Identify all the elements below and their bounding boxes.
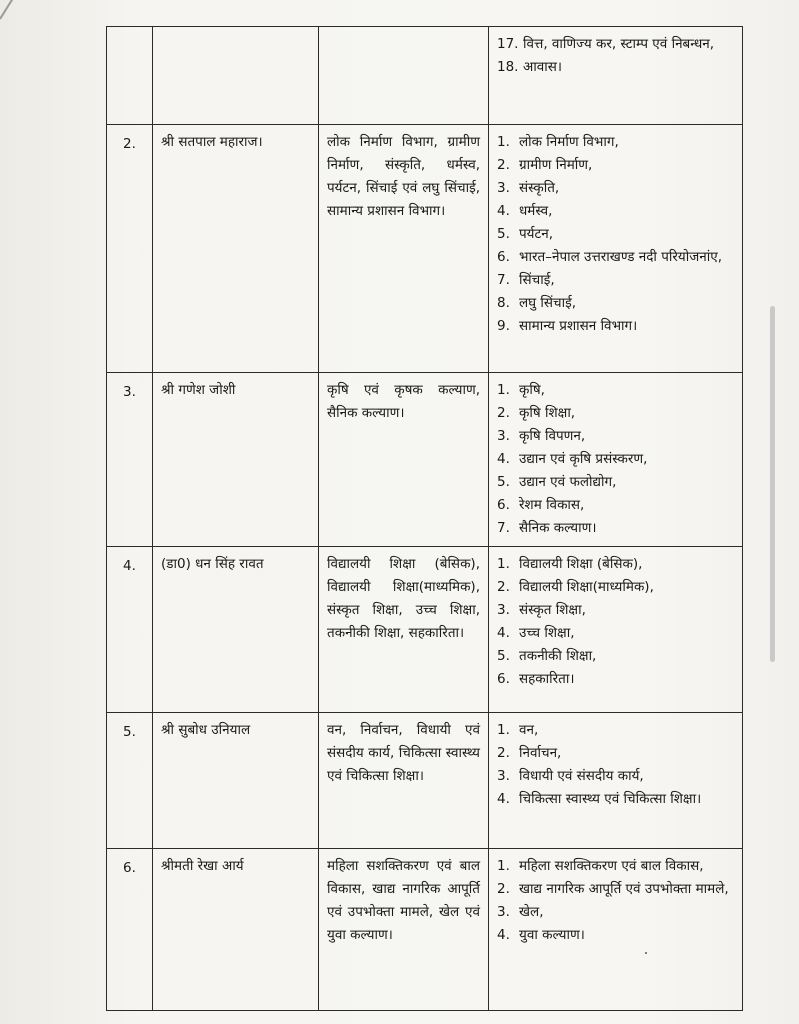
list-item — [497, 878, 734, 901]
list-item — [497, 553, 734, 576]
list-item — [497, 425, 734, 448]
serial-number — [115, 33, 144, 35]
list-item — [497, 177, 734, 200]
list-item-number: 7. — [497, 520, 510, 536]
list-item — [497, 223, 734, 246]
department-list-cell — [489, 125, 743, 373]
portfolio-summary: महिला सशक्तिकरण एवं बाल विकास, खाद्य नागरिक आपूर्ति एवं उपभोक्ता मामले, खेल एवं युवा कल्याण। — [327, 858, 480, 943]
minister-name-cell — [153, 713, 319, 849]
department-list — [497, 855, 734, 947]
list-item — [497, 154, 734, 177]
list-item — [497, 269, 734, 292]
list-item-number: 3. — [497, 428, 510, 444]
portfolio-summary-cell — [319, 373, 489, 547]
serial-number: 3. — [123, 384, 136, 400]
serial-cell — [107, 849, 153, 1011]
list-item-number: 4. — [497, 791, 510, 807]
serial-number: 5. — [123, 724, 136, 740]
list-item-text: विद्यालयी शिक्षा(माध्यमिक), — [519, 579, 654, 595]
table-body — [107, 27, 743, 1011]
table-row — [107, 125, 743, 373]
minister-name: श्री सतपाल महाराज। — [161, 134, 263, 150]
list-item-text: तकनीकी शिक्षा, — [519, 648, 597, 664]
minister-name-cell — [153, 849, 319, 1011]
list-item-number: 4. — [497, 927, 510, 943]
table-row — [107, 373, 743, 547]
serial-cell — [107, 27, 153, 125]
list-item-number: 3. — [497, 180, 510, 196]
list-item — [497, 200, 734, 223]
list-item-number: 4. — [497, 451, 510, 467]
list-item — [497, 924, 734, 947]
list-item-text: भारत–नेपाल उत्तराखण्ड नदी परियोजनांए, — [519, 249, 722, 265]
list-item-number: 1. — [497, 382, 510, 398]
list-item-number: 8. — [497, 295, 510, 311]
list-item-text: रेशम विकास, — [519, 497, 585, 513]
list-item — [497, 379, 734, 402]
list-item — [497, 292, 734, 315]
list-item-number: 4. — [497, 203, 510, 219]
list-item-number: 1. — [497, 134, 510, 150]
minister-name-cell — [153, 125, 319, 373]
serial-number: 6. — [123, 860, 136, 876]
list-item-text: विधायी एवं संसदीय कार्य, — [519, 768, 644, 784]
minister-name-cell — [153, 27, 319, 125]
portfolio-summary-cell — [319, 125, 489, 373]
list-item-text: उद्यान एवं कृषि प्रसंस्करण, — [519, 451, 648, 467]
list-item — [497, 246, 734, 269]
serial-number: 4. — [123, 558, 136, 574]
list-item-text: विद्यालयी शिक्षा (बेसिक), — [519, 556, 643, 572]
portfolio-summary-cell — [319, 547, 489, 713]
serial-cell — [107, 125, 153, 373]
list-item-text: सिंचाई, — [519, 272, 555, 288]
portfolio-summary: विद्यालयी शिक्षा (बेसिक), विद्यालयी शिक्षा(माध्यमिक), संस्कृत शिक्षा, उच्च शिक्षा, तकनीकी शिक्षा, सहकारिता। — [327, 556, 480, 641]
serial-cell — [107, 547, 153, 713]
list-item — [497, 576, 734, 599]
department-list-cell — [489, 27, 743, 125]
list-item-text: सैनिक कल्याण। — [519, 520, 597, 536]
list-item-number: 5. — [497, 226, 510, 242]
list-item-text: निर्वाचन, — [519, 745, 562, 761]
list-item-number: 6. — [497, 497, 510, 513]
list-item-text: वित्त, वाणिज्य कर, स्टाम्प एवं निबन्धन, — [523, 36, 715, 52]
table-row — [107, 27, 743, 125]
list-item-number: 2. — [497, 405, 510, 421]
minister-name: श्री सुबोध उनियाल — [161, 722, 251, 738]
list-item — [497, 494, 734, 517]
list-item-text: ग्रामीण निर्माण, — [519, 157, 593, 173]
portfolio-summary-cell — [319, 27, 489, 125]
page-edge-line — [0, 0, 23, 20]
list-item-text: उद्यान एवं फलोद्योग, — [519, 474, 617, 490]
list-item-number: 2. — [497, 745, 510, 761]
list-item — [497, 402, 734, 425]
list-item-text: सहकारिता। — [519, 671, 575, 687]
list-item — [497, 788, 734, 811]
department-list-cell — [489, 373, 743, 547]
table-row — [107, 547, 743, 713]
ink-dot — [645, 952, 647, 954]
list-item-text: आवास। — [523, 59, 563, 75]
department-list-cell — [489, 713, 743, 849]
list-item-number: 3. — [497, 602, 510, 618]
list-item-text: लघु सिंचाई, — [519, 295, 577, 311]
list-item-number: 5. — [497, 474, 510, 490]
portfolio-summary: लोक निर्माण विभाग, ग्रामीण निर्माण, संस्कृति, धर्मस्व, पर्यटन, सिंचाई एवं लघु सिंचाई, सामान्य प्रशासन विभाग। — [327, 134, 480, 219]
list-item-number: 1. — [497, 858, 510, 874]
department-list — [497, 131, 734, 338]
department-list — [497, 719, 734, 811]
portfolio-summary: वन, निर्वाचन, विधायी एवं संसदीय कार्य, चिकित्सा स्वास्थ्य एवं चिकित्सा शिक्षा। — [327, 722, 480, 784]
list-item — [497, 517, 734, 540]
list-item — [497, 901, 734, 924]
list-item-text: खाद्य नागरिक आपूर्ति एवं उपभोक्ता मामले, — [519, 881, 729, 897]
minister-name-cell — [153, 373, 319, 547]
list-item-number: 2. — [497, 579, 510, 595]
list-item — [497, 448, 734, 471]
portfolio-summary-cell — [319, 713, 489, 849]
serial-cell — [107, 713, 153, 849]
list-item — [497, 719, 734, 742]
list-item-text: वन, — [519, 722, 539, 738]
minister-name: श्रीमती रेखा आर्य — [161, 858, 244, 874]
list-item-text: संस्कृति, — [519, 180, 560, 196]
list-item-number: 4. — [497, 625, 510, 641]
list-item — [497, 855, 734, 878]
list-item-number: 1. — [497, 556, 510, 572]
list-item-text: उच्च शिक्षा, — [519, 625, 575, 641]
list-item-number: 6. — [497, 671, 510, 687]
list-item — [497, 599, 734, 622]
list-item-text: खेल, — [519, 904, 544, 920]
list-item-number: 6. — [497, 249, 510, 265]
list-item-text: लोक निर्माण विभाग, — [519, 134, 619, 150]
minister-portfolio-table — [106, 26, 743, 1011]
list-item — [497, 315, 734, 338]
serial-number: 2. — [123, 136, 136, 152]
list-item — [497, 33, 734, 56]
list-item — [497, 471, 734, 494]
portfolio-summary: कृषि एवं कृषक कल्याण, सैनिक कल्याण। — [327, 382, 480, 421]
list-item — [497, 645, 734, 668]
list-item-text: कृषि, — [519, 382, 545, 398]
list-item-text: चिकित्सा स्वास्थ्य एवं चिकित्सा शिक्षा। — [519, 791, 702, 807]
list-item — [497, 622, 734, 645]
list-item-text: कृषि विपणन, — [519, 428, 586, 444]
list-item-text: महिला सशक्तिकरण एवं बाल विकास, — [519, 858, 704, 874]
list-item — [497, 56, 734, 79]
table-row — [107, 713, 743, 849]
list-item-number: 17. — [497, 36, 519, 52]
list-item-text: संस्कृत शिक्षा, — [519, 602, 586, 618]
list-item-text: सामान्य प्रशासन विभाग। — [519, 318, 638, 334]
list-item-number: 3. — [497, 904, 510, 920]
minister-name-cell — [153, 547, 319, 713]
department-list-cell — [489, 547, 743, 713]
minister-name: श्री गणेश जोशी — [161, 382, 236, 398]
list-item-number: 2. — [497, 157, 510, 173]
list-item-number: 3. — [497, 768, 510, 784]
list-item-number: 5. — [497, 648, 510, 664]
list-item — [497, 131, 734, 154]
list-item-text: धर्मस्व, — [519, 203, 553, 219]
minister-name: (डा0) धन सिंह रावत — [161, 556, 264, 572]
list-item-number: 18. — [497, 59, 519, 75]
department-list — [497, 33, 734, 79]
list-item — [497, 765, 734, 788]
list-item-number: 9. — [497, 318, 510, 334]
list-item-text: युवा कल्याण। — [519, 927, 585, 943]
list-item-text: कृषि शिक्षा, — [519, 405, 576, 421]
portfolio-summary-cell — [319, 849, 489, 1011]
list-item — [497, 742, 734, 765]
list-item-number: 1. — [497, 722, 510, 738]
table-row — [107, 849, 743, 1011]
list-item-number: 2. — [497, 881, 510, 897]
department-list — [497, 379, 734, 540]
scrollbar-thumb[interactable] — [770, 306, 775, 662]
department-list — [497, 553, 734, 691]
list-item — [497, 668, 734, 691]
list-item-number: 7. — [497, 272, 510, 288]
list-item-text: पर्यटन, — [519, 226, 554, 242]
department-list-cell — [489, 849, 743, 1011]
serial-cell — [107, 373, 153, 547]
